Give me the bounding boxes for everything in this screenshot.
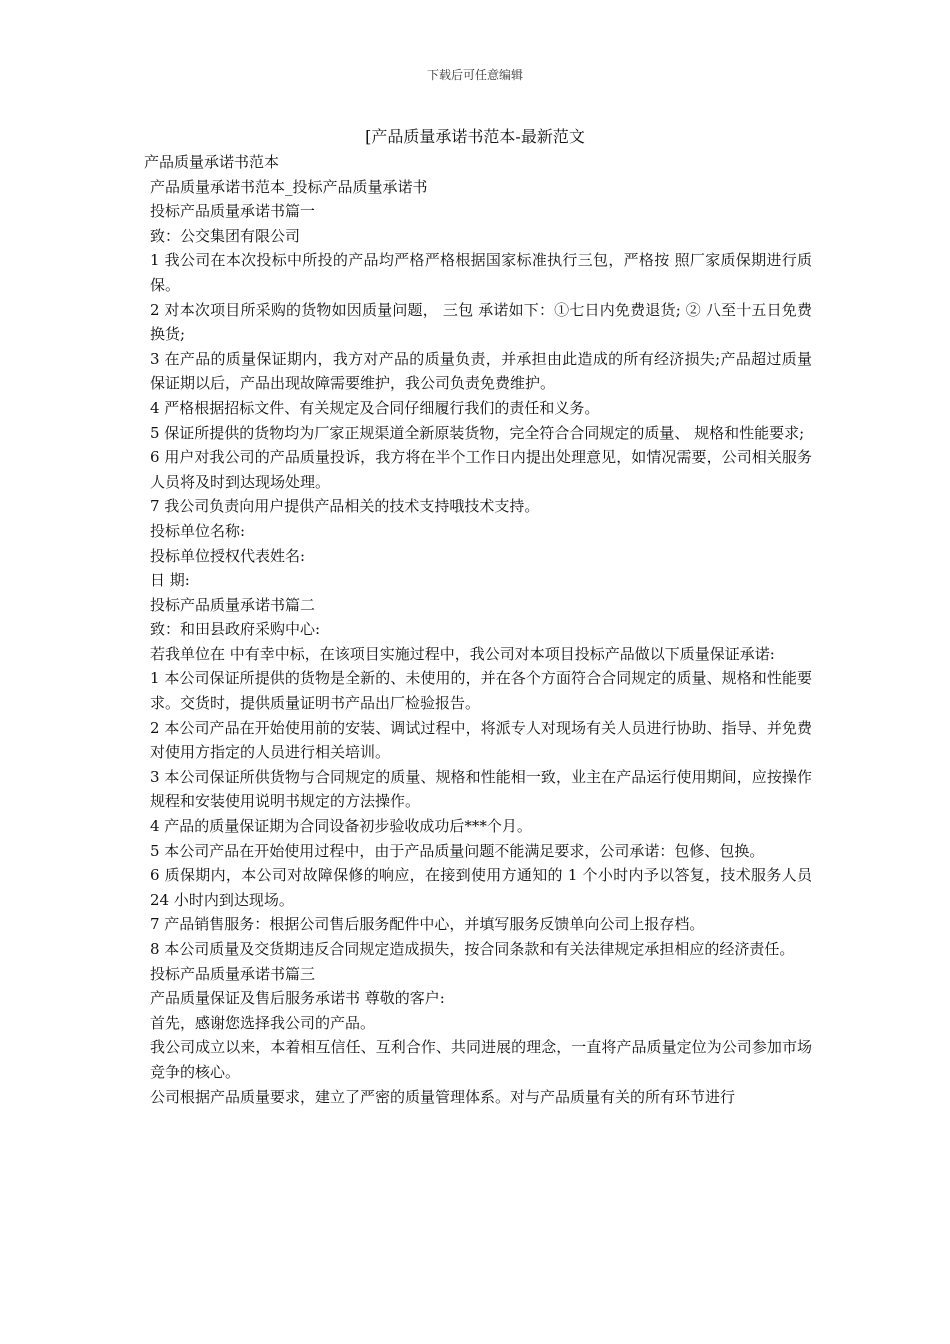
paragraph: 8 本公司质量及交货期违反合同规定造成损失，按合同条款和有关法律规定承担相应的经济责任。 (150, 940, 795, 958)
paragraph: 7 我公司负责向用户提供产品相关的技术支持哦技术支持。 (150, 497, 540, 516)
paragraph: 7 产品销售服务：根据公司售后服务配件中心，并填写服务反馈单向公司上报存档。 (150, 915, 705, 934)
paragraph: 1 本公司保证所提供的货物是全新的、未使用的，并在各个方面符合合同规定的质量、规格和性能要求。交货时，提供质量证明书产品出厂检验报告。 (150, 669, 812, 713)
paragraph: 我公司成立以来，本着相互信任、互利合作、共同进展的理念，一直将产品质量定位为公司参加市场竞争的核心。 (150, 1038, 812, 1081)
paragraph: 产品质量保证及售后服务承诺书 尊敬的客户: (150, 989, 445, 1008)
paragraph: 5 保证所提供的货物均为厂家正规渠道全新原装货物，完全符合合同规定的质量、 规格和性能要求; (150, 423, 805, 442)
paragraph: 致：和田县政府采购中心: (150, 620, 321, 639)
header-note: 下载后可任意编辑 (426, 68, 523, 82)
paragraph: 公司根据产品质量要求，建立了严密的质量管理体系。对与产品质量有关的所有环节进行 (150, 1087, 736, 1106)
document-body (144, 150, 812, 1109)
document-heading: 产品质量承诺书范本 (144, 153, 280, 171)
paragraph: 投标产品质量承诺书篇一 (150, 202, 316, 221)
paragraph: 2 对本次项目所采购的货物如因质量问题， 三包 承诺如下：①七日内免费退货; ② 八至十五日免费换货; (150, 300, 812, 344)
paragraph: 产品质量承诺书范本_投标产品质量承诺书 (150, 177, 428, 196)
paragraph: 1 我公司在本次投标中所投的产品均严格严格根据国家标准执行三包，严格按 照厂家质保期进行质保。 (150, 251, 812, 294)
paragraph: 2 本公司产品在开始使用前的安装、调试过程中，将派专人对现场有关人员进行协助、指导、并免费对使用方指定的人员进行相关培训。 (150, 718, 812, 762)
paragraph: 3 在产品的质量保证期内，我方对产品的质量负责，并承担由此造成的所有经济损失;产品超过质量保证期以后，产品出现故障需要维护，我公司负责免费维护。 (150, 349, 812, 393)
paragraph: 3 本公司保证所供货物与合同规定的质量、规格和性能相一致，业主在产品运行使用期间，应按操作规程和安装使用说明书规定的方法操作。 (150, 767, 812, 811)
paragraph: 4 产品的质量保证期为合同设备初步验收成功后***个月。 (150, 817, 532, 836)
paragraph: 6 质保期内，本公司对故障保修的响应，在接到使用方通知的 1 个小时内予以答复，技术服务人员 24 小时内到达现场。 (150, 866, 812, 909)
paragraph: 6 用户对我公司的产品质量投诉，我方将在半个工作日内提出处理意见，如情况需要，公司相关服务人员将及时到达现场处理。 (150, 448, 812, 491)
paragraph: 首先，感谢您选择我公司的产品。 (150, 1013, 376, 1032)
paragraph: 投标产品质量承诺书篇二 (150, 595, 316, 614)
paragraph: 4 严格根据招标文件、有关规定及合同仔细履行我们的责任和义务。 (150, 398, 600, 417)
paragraph: 致：公交集团有限公司 (150, 226, 301, 245)
document-title: [产品质量承诺书范本-最新范文 (365, 127, 585, 146)
paragraph: 若我单位在 中有幸中标，在该项目实施过程中，我公司对本项目投标产品做以下质量保证承诺: (150, 644, 775, 663)
paragraph: 投标单位授权代表姓名: (150, 546, 306, 565)
paragraph: 投标产品质量承诺书篇三 (150, 964, 316, 983)
paragraph: 5 本公司产品在开始使用过程中，由于产品质量问题不能满足要求，公司承诺：包修、包换。 (150, 841, 765, 860)
paragraph: 投标单位名称: (150, 521, 246, 540)
paragraph: 日 期: (150, 571, 190, 590)
